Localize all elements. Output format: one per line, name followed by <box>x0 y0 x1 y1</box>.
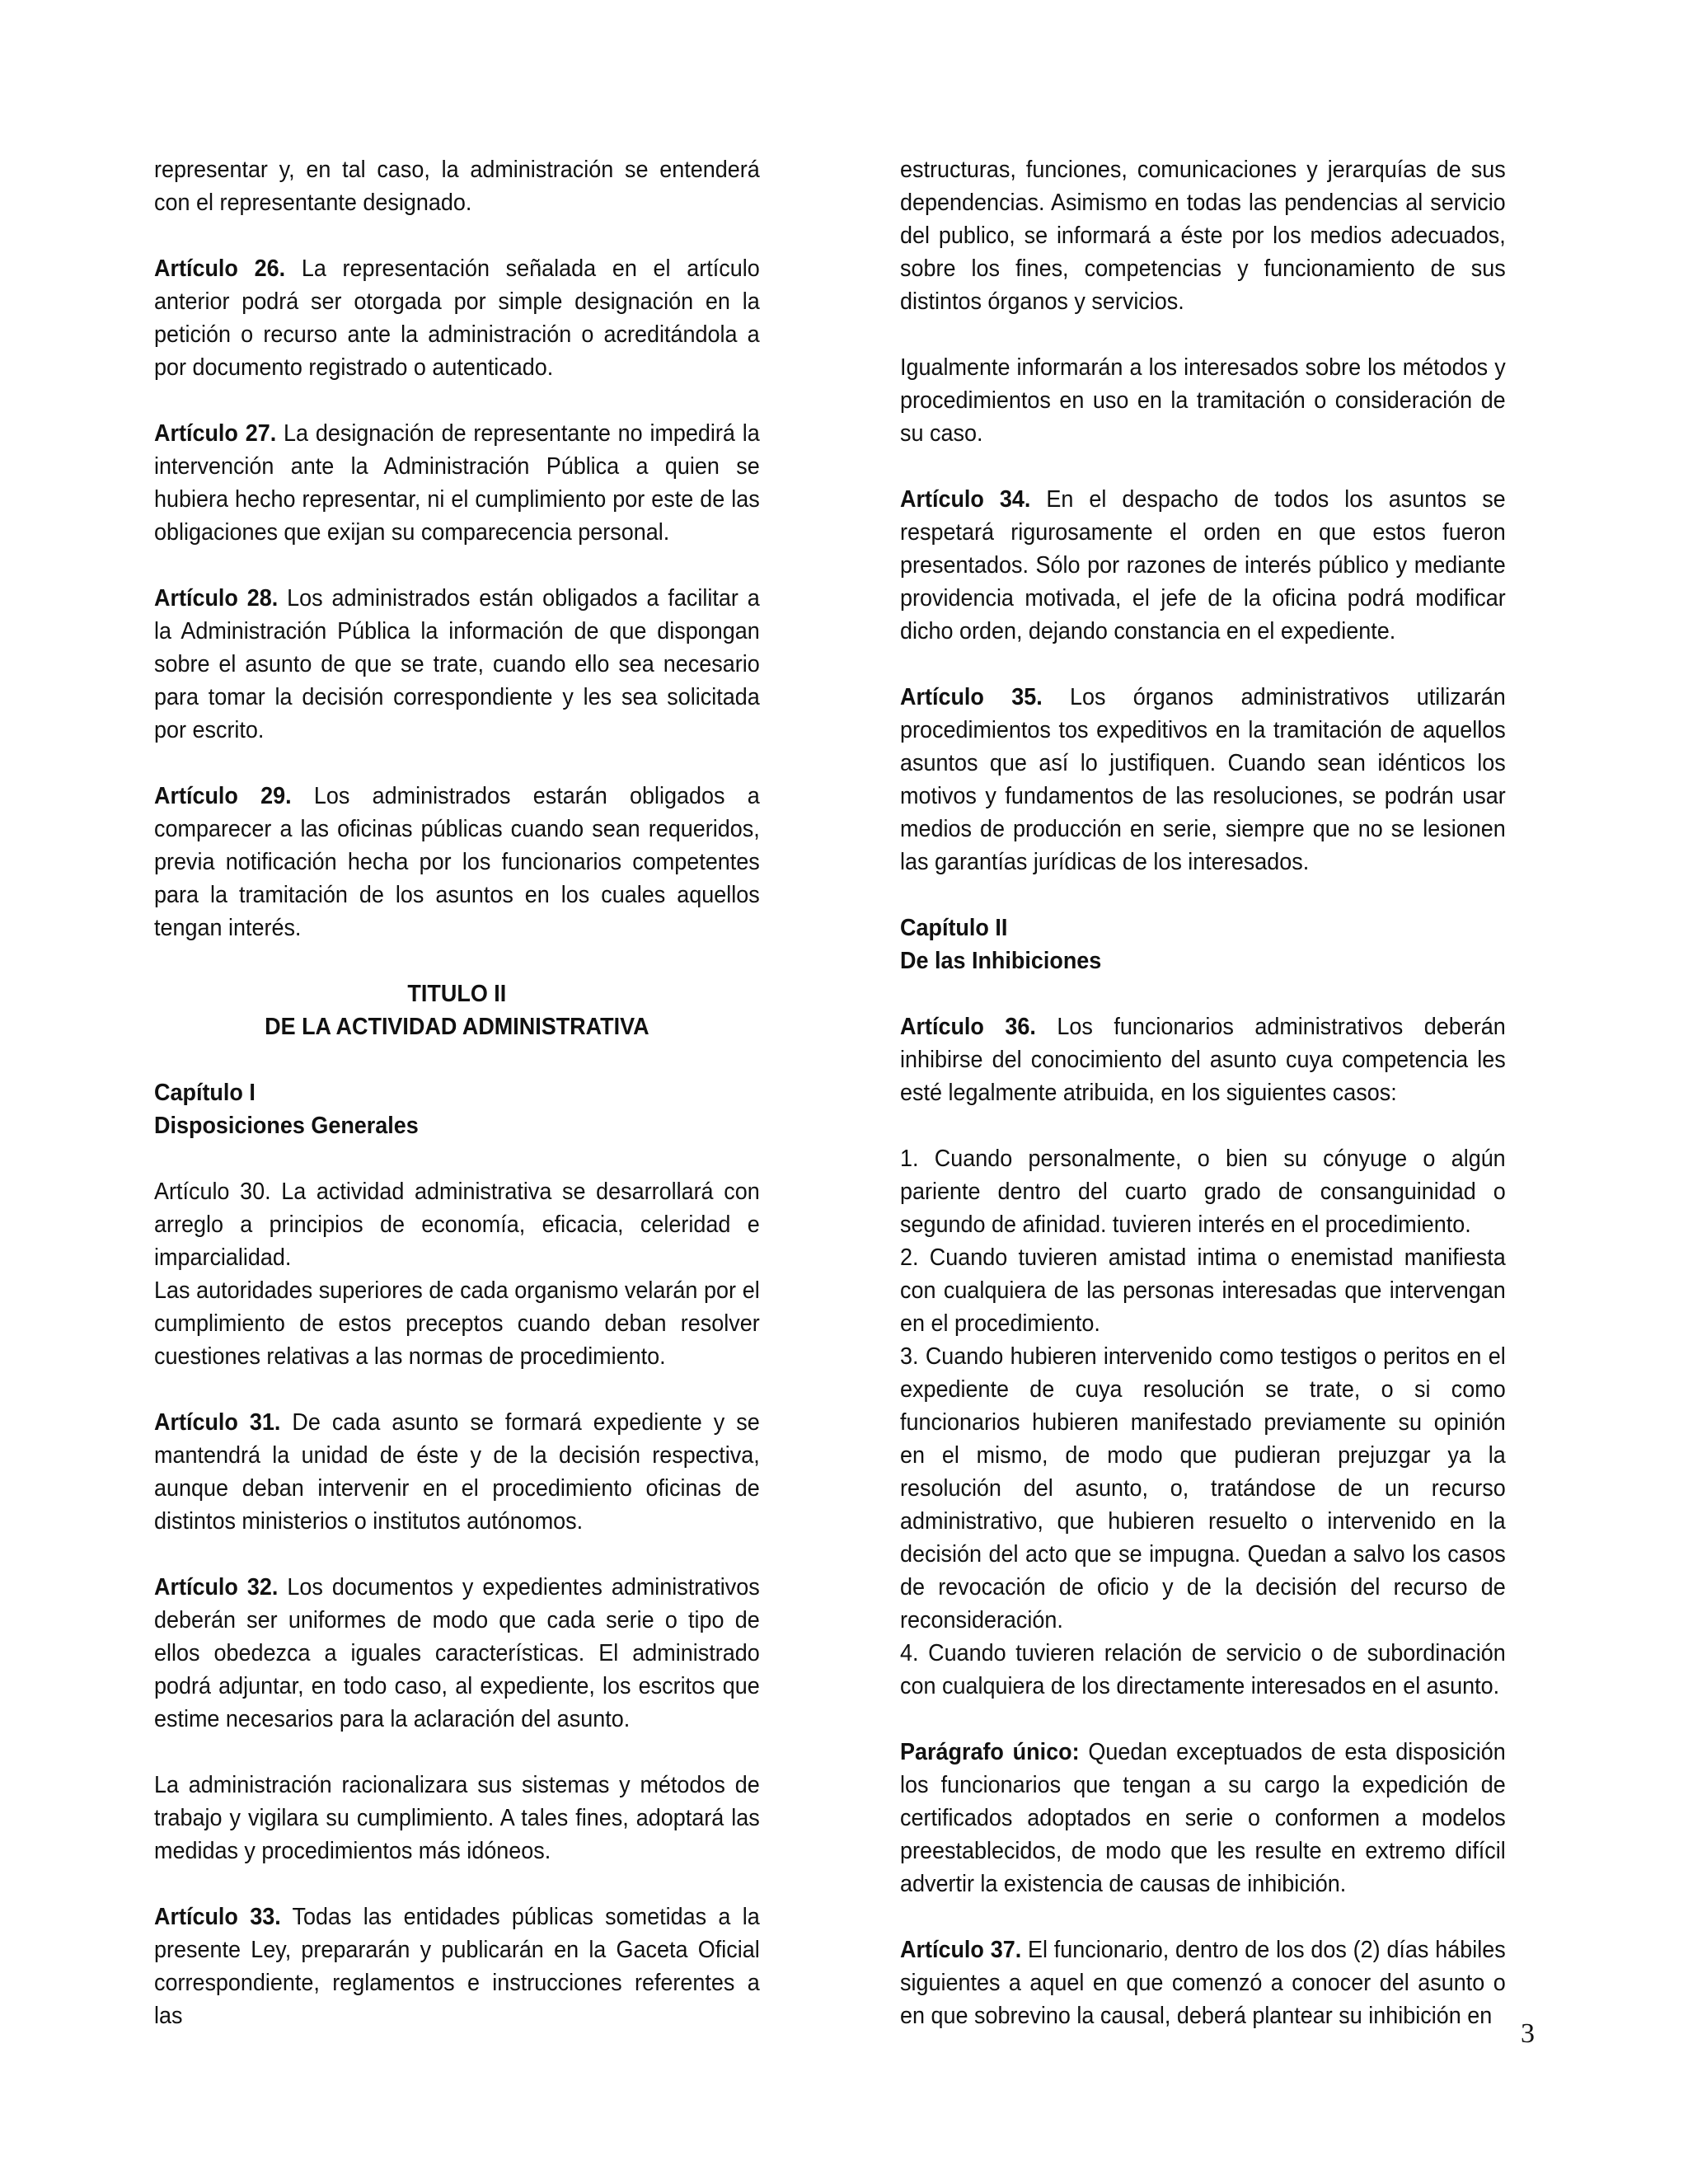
chapter-heading <box>154 1076 760 1142</box>
article-text: La representación señalada en el artículo anterior podrá ser otorgada por simple designación en la petición o recurso ante la administración o acreditándola a por documento registrado o autenticado. <box>154 255 760 381</box>
page-number: 3 <box>1521 2018 1535 2049</box>
right-column <box>900 153 1506 2032</box>
paragrafo-text: Quedan exceptuados de esta disposición los funcionarios que tengan a su cargo la expedición de certificados adoptados en serie o conformen a modelos preestablecidos, de modo que les resulte en extremo difícil advertir la existencia de causas de inhibición. <box>900 1739 1506 1897</box>
paragrafo-unico <box>900 1736 1506 1900</box>
article-text: Los administrados están obligados a facilitar a la Administración Pública la información de que dispongan sobre el asunto de que se trate, cuando ello sea necesario para tomar la decisión correspondiente y les sea solicitada por escrito. <box>154 585 760 743</box>
list-item: 3. Cuando hubieren intervenido como testigos o peritos en el expediente de cuya resolución se trate, o si como funcionarios hubieren manifestado previamente su opinión en el mismo, de modo que pudieran prejuzgar ya la resolución del asunto, o, tratándose de un recurso administrativo, que hubieren resuelto o intervenido en la decisión del acto que se impugna. Quedan a salvo los casos de revocación de oficio y de la decisión del recurso de reconsideración. <box>900 1343 1506 1633</box>
paragraph-continuation: representar y, en tal caso, la administración se entenderá con el representante designado. <box>154 157 760 216</box>
article-30-paragraph-2: Las autoridades superiores de cada organismo velarán por el cumplimiento de estos preceptos cuando deban resolver cuestiones relativas a las normas de procedimiento. <box>154 1277 760 1370</box>
article-label: Artículo 37. <box>900 1937 1022 1963</box>
article-34 <box>900 483 1506 648</box>
chapter-name: De las Inhibiciones <box>900 948 1102 974</box>
paragraph-continuation: estructuras, funciones, comunicaciones y jerarquías de sus dependencias. Asimismo en todas las pendencias al servicio del publico, se informará a éste por los medios adecuados, sobre los fines, competencias y funcionamiento de sus distintos órganos y servicios. <box>900 157 1506 315</box>
left-column <box>154 153 760 2032</box>
article-label: Artículo 32. <box>154 1574 279 1601</box>
list-item: 4. Cuando tuvieren relación de servicio o de subordinación con cualquiera de los directamente interesados en el asunto. <box>900 1640 1506 1699</box>
article-text: Los funcionarios administrativos deberán inhibirse del conocimiento del asunto cuya competencia les esté legalmente atribuida, en los siguientes casos: <box>900 1014 1506 1106</box>
article-29 <box>154 780 760 944</box>
chapter-number: Capítulo I <box>154 1080 256 1106</box>
article-26 <box>154 252 760 384</box>
title-name: DE LA ACTIVIDAD ADMINISTRATIVA <box>265 1014 649 1040</box>
article-27 <box>154 417 760 549</box>
list-item: 1. Cuando personalmente, o bien su cónyuge o algún pariente dentro del cuarto grado de consanguinidad o segundo de afinidad. tuvieren interés en el procedimiento. <box>900 1146 1506 1238</box>
paragraph: Igualmente informarán a los interesados sobre los métodos y procedimientos en uso en la tramitación o consideración de su caso. <box>900 354 1506 447</box>
article-28 <box>154 582 760 747</box>
chapter-heading <box>900 912 1506 977</box>
article-32-paragraph-2: La administración racionalizara sus sistemas y métodos de trabajo y vigilara su cumplimiento. A tales fines, adoptará las medidas y procedimientos más idóneos. <box>154 1772 760 1864</box>
article-label: Artículo 27. <box>154 420 277 447</box>
list-item: 2. Cuando tuvieren amistad intima o enemistad manifiesta con cualquiera de las personas interesadas que intervengan en el procedimiento. <box>900 1244 1506 1337</box>
article-label: Artículo 31. <box>154 1409 281 1436</box>
article-text: El funcionario, dentro de los dos (2) días hábiles siguientes a aquel en que comenzó a conocer del asunto o en que sobrevino la causal, deberá plantear su inhibición en <box>900 1937 1506 2029</box>
article-label: Artículo 26. <box>154 255 286 282</box>
article-32 <box>154 1571 760 1736</box>
article-text: La designación de representante no impedirá la intervención ante la Administración Pública a quien se hubiera hecho representar, ni el cumplimiento por este de las obligaciones que exijan su comparecencia personal. <box>154 420 760 546</box>
paragrafo-label: Parágrafo único: <box>900 1739 1080 1765</box>
article-30: Artículo 30. La actividad administrativa se desarrollará con arreglo a principios de economía, eficacia, celeridad e imparcialidad. <box>154 1179 760 1271</box>
article-label: Artículo 29. <box>154 783 292 809</box>
article-36 <box>900 1010 1506 1109</box>
article-label: Artículo 35. <box>900 684 1043 710</box>
article-text: Los órganos administrativos utilizarán procedimientos tos expeditivos en la tramitación de aquellos asuntos que así lo justifiquen. Cuando sean idénticos los motivos y fundamentos de las resoluciones, se podrán usar medios de producción en serie, siempre que no se lesionen las garantías jurídicas de los interesados. <box>900 684 1506 875</box>
article-label: Artículo 33. <box>154 1904 281 1930</box>
article-37 <box>900 1933 1506 2032</box>
article-label: Artículo 28. <box>154 585 279 612</box>
article-text: Los administrados estarán obligados a comparecer a las oficinas públicas cuando sean requeridos, previa notificación hecha por los funcionarios competentes para la tramitación de los asuntos en los cuales aquellos tengan interés. <box>154 783 760 941</box>
article-31 <box>154 1406 760 1538</box>
article-text: En el despacho de todos los asuntos se respetará rigurosamente el orden en que estos fueron presentados. Sólo por razones de interés público y mediante providencia motivada, el jefe de la oficina podrá modificar dicho orden, dejando constancia en el expediente. <box>900 486 1506 644</box>
title-number: TITULO II <box>407 981 507 1007</box>
article-label: Artículo 36. <box>900 1014 1036 1040</box>
article-text: De cada asunto se formará expediente y se mantendrá la unidad de éste y de la decisión respectiva, aunque deban intervenir en el procedimiento oficinas de distintos ministerios o institutos autónomos. <box>154 1409 760 1535</box>
chapter-name: Disposiciones Generales <box>154 1113 419 1139</box>
article-33 <box>154 1900 760 2032</box>
article-35 <box>900 681 1506 879</box>
article-label: Artículo 34. <box>900 486 1031 513</box>
article-text: Los documentos y expedientes administrativos deberán ser uniformes de modo que cada serie o tipo de ellos obedezca a iguales características. El administrado podrá adjuntar, en todo caso, al expediente, los escritos que estime necesarios para la aclaración del asunto. <box>154 1574 760 1732</box>
chapter-number: Capítulo II <box>900 915 1008 941</box>
article-text: Todas las entidades públicas sometidas a la presente Ley, prepararán y publicarán en la Gaceta Oficial correspondiente, reglamentos e instrucciones referentes a las <box>154 1904 760 2029</box>
title-heading <box>154 977 760 1043</box>
